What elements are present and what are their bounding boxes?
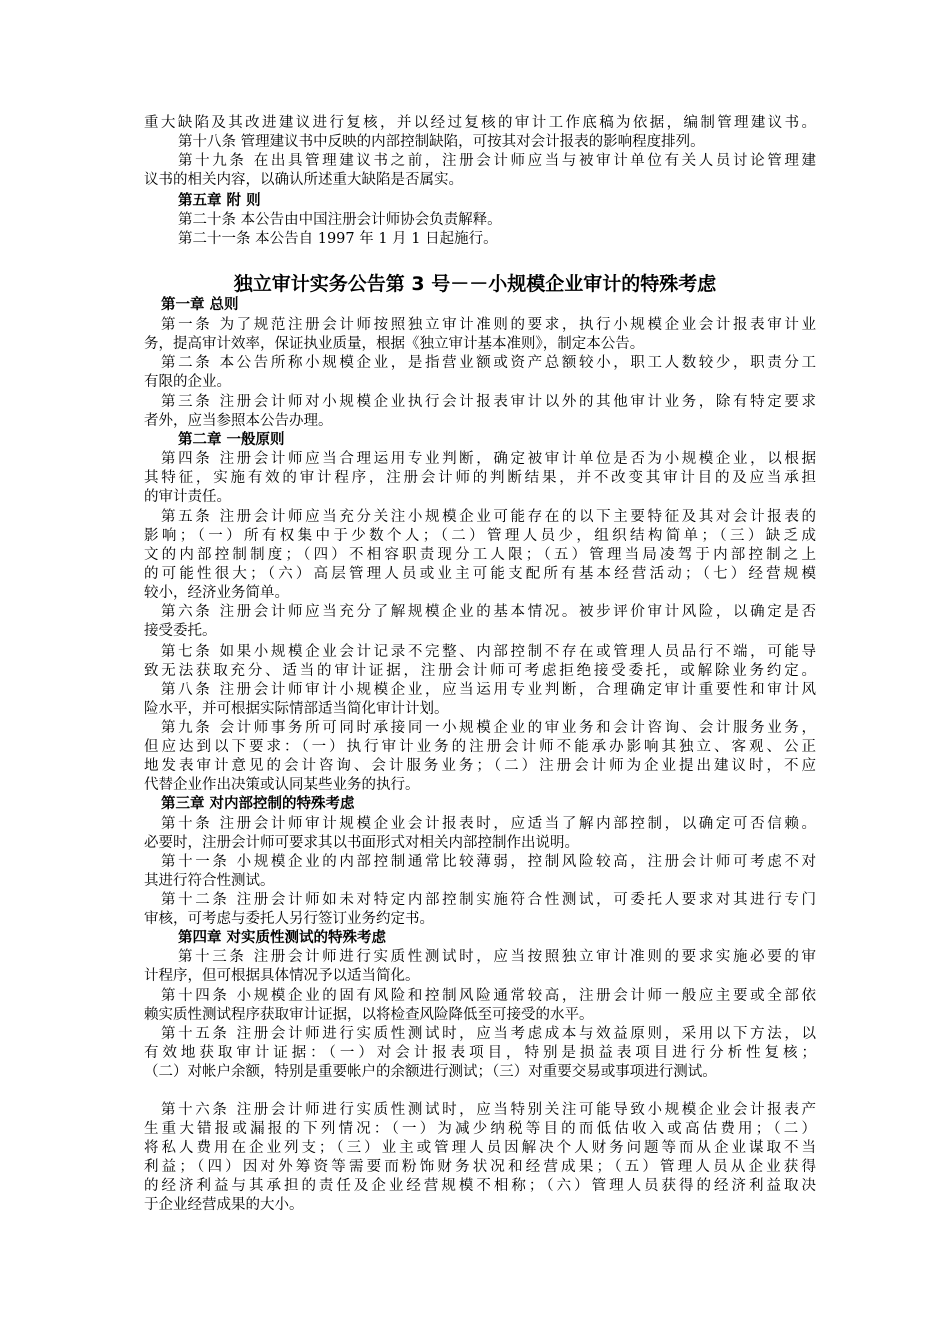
paragraph-line: 第三条 注册会计师对小规模企业执行会计报表审计以外的其他审计业务，除有特定要求 [161,394,816,410]
paragraph-line: 第十六条 注册会计师进行实质性测试时，应当特别关注可能导致小规模企业会计报表产 [161,1102,816,1118]
paragraph-line: 第一条 为了规范注册会计师按照独立审计准则的要求，执行小规模企业会计报表审计业 [161,317,816,333]
paragraph-line: 审核，可考虑与委托人另行签订业务约定书。 [144,911,434,927]
paragraph-line: 但应达到以下要求：（一）执行审计业务的注册会计师不能承办影响其独立、客观、公正 [144,739,816,755]
paragraph-line: 接受委托。 [144,623,217,639]
paragraph-line: 必要时，注册会计师可要求其以书面形式对相关内部控制作出说明。 [144,835,579,851]
paragraph-line: 的审计责任。 [144,489,231,505]
paragraph-line: 的可能性很大；（六）高层管理人员或业主可能支配所有基本经营活动；（七）经营规模 [144,566,816,582]
paragraph-line: 其特征，实施有效的审计程序，注册会计师的判断结果，并不改变其审计目的及应当承担 [144,470,816,486]
paragraph-line: 第五条 注册会计师应当充分关注小规模企业可能存在的以下主要特征及其对会计报表的 [161,509,816,525]
chapter-heading: 第三章 对内部控制的特殊考虑 [161,796,355,812]
paragraph-line: 第十二条 注册会计师如未对特定内部控制实施符合性测试，可委托人要求对其进行专门 [161,892,816,908]
chapter-heading: 第五章 附 则 [178,193,261,209]
paragraph-line: 其进行符合性测试。 [144,873,275,889]
paragraph-line: 第九条 会计师事务所可同时承接同一小规模企业的审业务和会计咨询、会计服务业务， [161,720,816,736]
paragraph-line: 第二十条 本公告由中国注册会计师协会负责解释。 [178,212,502,228]
paragraph-line: 第六条 注册会计师应当充分了解规模企业的基本情况。被步评价审计风险，以确定是否 [161,604,816,620]
paragraph-line: 影响；（一）所有权集中于少数个人；（二）管理人员少，组织结构简单；（三）缺乏成 [144,528,816,544]
document-title: 独立审计实务公告第 3 号－－小规模企业审计的特殊考虑 [233,273,717,295]
paragraph-line: 有效地获取审计证据：（一）对会计报表项目，特别是损益表项目进行分析性复核； [144,1045,816,1061]
paragraph-line: 第十三条 注册会计师进行实质性测试时，应当按照独立审计准则的要求实施必要的审 [178,949,816,965]
chapter-heading: 第二章 一般原则 [178,432,285,448]
paragraph-line: 第十五条 注册会计师进行实质性测试时，应当考虑成本与效益原则，采用以下方法，以 [161,1026,816,1042]
paragraph-line: 的经济利益与其承担的责任及企业经营规模不相称；（六）管理人员获得的经济利益取决 [144,1178,816,1194]
paragraph-line: 务，提高审计效率，保证执业质量，根据《独立审计基本准则》，制定本公告。 [144,336,645,352]
paragraph-line: 第八条 注册会计师审计小规模企业，应当运用专业判断，合理确定审计重要性和审计风 [161,682,816,698]
paragraph-line: 议书的相关内容，以确认所述重大缺陷是否属实。 [144,172,463,188]
paragraph-line: 第十一条 小规模企业的内部控制通常比较薄弱，控制风险较高，注册会计师可考虑不对 [161,854,816,870]
paragraph-line: 地发表审计意见的会计咨询、会计服务业务；（二）注册会计师为企业提出建议时，不应 [144,758,816,774]
paragraph-line: 代替企业作出决策或认同某些业务的执行。 [144,777,420,793]
paragraph-line: 第十八条 管理建议书中反映的内部控制缺陷，可按其对会计报表的影响程度排列。 [178,134,705,150]
chapter-heading: 第四章 对实质性测试的特殊考虑 [178,930,387,946]
paragraph-line: 第四条 注册会计师应当合理运用专业判断，确定被审计单位是否为小规模企业，以根据 [161,451,816,467]
paragraph-line: 较小，经济业务简单。 [144,585,289,601]
paragraph-line: 第十九条 在出具管理建议书之前，注册会计师应当与被审计单位有关人员讨论管理建 [178,153,816,169]
paragraph-line: 险水平，并可根据实际情部适当简化审计计划。 [144,701,449,717]
paragraph-line: 计程序，但可根据具体情况予以适当简化。 [144,968,420,984]
paragraph-line: 第七条 如果小规模企业会计记录不完整、内部控制不存在或管理人员品行不端，可能导 [161,644,816,660]
paragraph-line: 者外，应当参照本公告办理。 [144,413,333,429]
paragraph-line: 利益；（四）因对外筹资等需要而粉饰财务状况和经营成果；（五）管理人员从企业获得 [144,1159,816,1175]
chapter-heading: 第一章 总则 [161,297,239,313]
paragraph-line: 重大缺陷及其改进建议进行复核，并以经过复核的审计工作底稿为依据，编制管理建议书。 [144,115,816,131]
paragraph-line: 生重大错报或漏报的下列情况：（一）为减少纳税等目的而低估收入或高估费用；（二） [144,1121,816,1137]
paragraph-line: 第十四条 小规模企业的固有风险和控制风险通常较高，注册会计师一般应主要或全部依 [161,988,816,1004]
paragraph-line: 第二条 本公告所称小规模企业，是指营业额或资产总额较小，职工人数较少，职责分工 [161,355,816,371]
paragraph-line: 赖实质性测试程序获取审计证据，以将检查风险降低至可接受的水平。 [144,1007,594,1023]
paragraph-line: （二）对帐户余额，特别是重要帐户的余额进行测试；（三）对重要交易或事项进行测试。 [144,1064,717,1080]
paragraph-line: 第二十一条 本公告自 1997 年 1 月 1 日起施行。 [178,231,498,247]
paragraph-line: 第十条 注册会计师审计规模企业会计报表时，应适当了解内部控制，以确定可否信赖。 [161,816,816,832]
paragraph-line: 于企业经营成果的大小。 [144,1197,304,1213]
paragraph-line: 将私人费用在企业列支；（三）业主或管理人员因解决个人财务问题等而从企业谋取不当 [144,1140,816,1156]
paragraph-line: 致无法获取充分、适当的审计证据，注册会计师可考虑拒绝接受委托，或解除业务约定。 [144,663,816,679]
paragraph-line: 文的内部控制制度；（四）不相容职责现分工人限；（五）管理当局凌驾于内部控制之上 [144,547,816,563]
paragraph-line: 有限的企业。 [144,374,231,390]
